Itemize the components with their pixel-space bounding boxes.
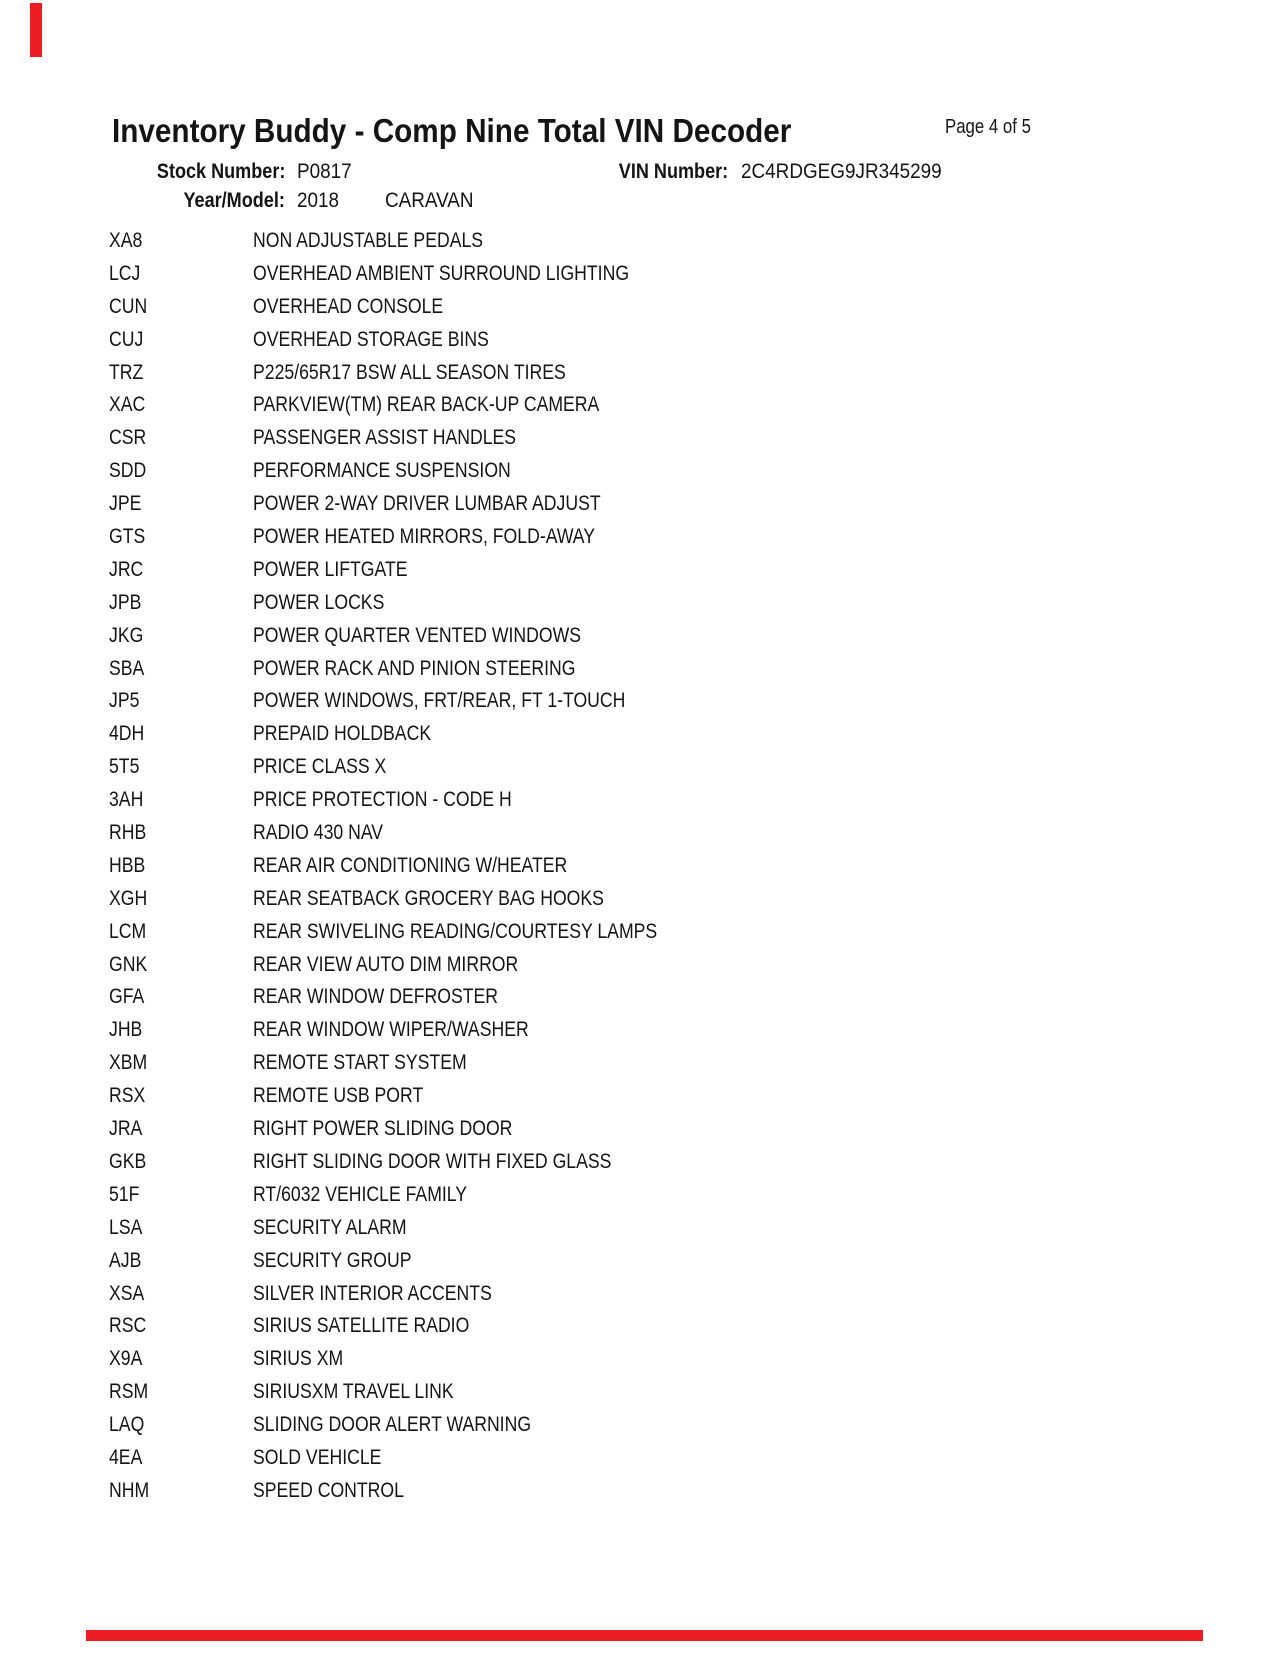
option-row: [0, 1376, 1280, 1409]
option-description: SILVER INTERIOR ACCENTS: [253, 1281, 492, 1305]
option-row: [0, 324, 1280, 357]
option-description: POWER LOCKS: [253, 590, 385, 614]
option-row: [0, 883, 1280, 916]
option-row: [0, 981, 1280, 1014]
option-code: RSM: [109, 1380, 149, 1404]
option-description: SIRIUS SATELLITE RADIO: [253, 1314, 470, 1338]
option-code: CUJ: [109, 327, 144, 351]
option-description: P225/65R17 BSW ALL SEASON TIRES: [253, 360, 566, 384]
option-code: LAQ: [109, 1413, 145, 1437]
option-description: RT/6032 VEHICLE FAMILY: [253, 1182, 468, 1206]
option-row: [0, 850, 1280, 883]
page-indicator-text: Page 4 of 5: [945, 116, 1031, 138]
option-description: REMOTE START SYSTEM: [253, 1051, 467, 1075]
option-row: [0, 422, 1280, 455]
option-description: RIGHT POWER SLIDING DOOR: [253, 1117, 513, 1141]
option-row: [0, 1014, 1280, 1047]
option-code: JP5: [109, 689, 140, 713]
option-row: [0, 1080, 1280, 1113]
option-description: REAR VIEW AUTO DIM MIRROR: [253, 952, 519, 976]
option-description: REAR AIR CONDITIONING W/HEATER: [253, 853, 568, 877]
option-code: AJB: [109, 1248, 142, 1272]
option-description: REAR SEATBACK GROCERY BAG HOOKS: [253, 886, 604, 910]
option-code: JPB: [109, 590, 142, 614]
option-code: 5T5: [109, 755, 140, 779]
option-description: SOLD VEHICLE: [253, 1445, 382, 1469]
red-scan-mark-horizontal: [86, 1630, 1203, 1641]
option-row: [0, 1146, 1280, 1179]
option-description: REAR WINDOW DEFROSTER: [253, 985, 499, 1009]
option-description: SIRIUSXM TRAVEL LINK: [253, 1380, 454, 1404]
option-description: PRICE PROTECTION - CODE H: [253, 788, 512, 812]
option-description: REAR WINDOW WIPER/WASHER: [253, 1018, 529, 1042]
option-code: JPE: [109, 492, 142, 516]
option-row: [0, 1179, 1280, 1212]
option-code: RHB: [109, 821, 147, 845]
option-description: SLIDING DOOR ALERT WARNING: [253, 1413, 532, 1437]
option-description: PRICE CLASS X: [253, 755, 387, 779]
option-code: XAC: [109, 393, 146, 417]
option-description: SECURITY ALARM: [253, 1215, 407, 1239]
option-code: TRZ: [109, 360, 144, 384]
option-description: POWER HEATED MIRRORS, FOLD-AWAY: [253, 525, 596, 549]
option-row: [0, 1409, 1280, 1442]
vin-number-value: 2C4RDGEG9JR345299: [741, 160, 942, 183]
option-code: 4EA: [109, 1445, 143, 1469]
option-description: RIGHT SLIDING DOOR WITH FIXED GLASS: [253, 1149, 612, 1173]
page-title-text: Inventory Buddy - Comp Nine Total VIN Decoder: [112, 112, 792, 149]
option-code: LCJ: [109, 261, 141, 285]
option-row: [0, 554, 1280, 587]
option-row: [0, 751, 1280, 784]
option-row: [0, 357, 1280, 390]
option-code: CSR: [109, 426, 147, 450]
option-row: [0, 389, 1280, 422]
year-model-label: Year/Model:: [183, 189, 285, 212]
option-row: [0, 1245, 1280, 1278]
option-description: POWER QUARTER VENTED WINDOWS: [253, 623, 581, 647]
option-description: PASSENGER ASSIST HANDLES: [253, 426, 517, 450]
option-row: [0, 817, 1280, 850]
option-row: [0, 653, 1280, 686]
option-row: [0, 949, 1280, 982]
option-code: XGH: [109, 886, 148, 910]
option-code: RSX: [109, 1084, 146, 1108]
option-code: SBA: [109, 656, 145, 680]
option-row: [0, 1475, 1280, 1508]
option-row: [0, 620, 1280, 653]
option-code: X9A: [109, 1347, 143, 1371]
option-description: POWER RACK AND PINION STEERING: [253, 656, 576, 680]
option-row: [0, 291, 1280, 324]
option-description: SIRIUS XM: [253, 1347, 344, 1371]
option-row: [0, 916, 1280, 949]
option-row: [0, 587, 1280, 620]
option-row: [0, 1442, 1280, 1475]
option-description: POWER WINDOWS, FRT/REAR, FT 1-TOUCH: [253, 689, 626, 713]
option-row: [0, 1343, 1280, 1376]
option-row: [0, 718, 1280, 751]
page-title: [112, 110, 867, 152]
option-code: CUN: [109, 294, 148, 318]
stock-number-value: P0817: [297, 160, 352, 183]
option-code: NHM: [109, 1478, 150, 1502]
option-description: SPEED CONTROL: [253, 1478, 404, 1502]
option-description: PARKVIEW(TM) REAR BACK-UP CAMERA: [253, 393, 600, 417]
year-value: 2018: [297, 189, 340, 212]
option-code: GFA: [109, 985, 145, 1009]
option-description: POWER 2-WAY DRIVER LUMBAR ADJUST: [253, 492, 601, 516]
page-indicator: [945, 114, 1047, 140]
option-code: JKG: [109, 623, 144, 647]
option-description: POWER LIFTGATE: [253, 557, 408, 581]
option-description: RADIO 430 NAV: [253, 821, 384, 845]
option-code: XSA: [109, 1281, 145, 1305]
option-code: 4DH: [109, 722, 145, 746]
option-row: [0, 685, 1280, 718]
option-row: [0, 488, 1280, 521]
option-description: REAR SWIVELING READING/COURTESY LAMPS: [253, 919, 658, 943]
option-code: GKB: [109, 1149, 147, 1173]
option-row: [0, 784, 1280, 817]
option-row: [0, 521, 1280, 554]
options-list: [0, 225, 1280, 1508]
red-scan-mark-vertical: [30, 3, 42, 57]
option-code: RSC: [109, 1314, 147, 1338]
option-description: PREPAID HOLDBACK: [253, 722, 432, 746]
option-row: [0, 1310, 1280, 1343]
vin-number-label: VIN Number:: [618, 160, 728, 183]
model-value: CARAVAN: [385, 189, 474, 212]
option-code: JRC: [109, 557, 144, 581]
option-code: GNK: [109, 952, 148, 976]
option-row: [0, 258, 1280, 291]
option-row: [0, 1113, 1280, 1146]
option-row: [0, 225, 1280, 258]
option-code: LCM: [109, 919, 147, 943]
option-description: OVERHEAD CONSOLE: [253, 294, 444, 318]
option-description: SECURITY GROUP: [253, 1248, 412, 1272]
option-code: HBB: [109, 853, 146, 877]
option-row: [0, 1047, 1280, 1080]
option-row: [0, 1278, 1280, 1311]
option-code: SDD: [109, 459, 147, 483]
option-code: LSA: [109, 1215, 143, 1239]
option-code: XBM: [109, 1051, 148, 1075]
option-code: GTS: [109, 525, 146, 549]
option-description: OVERHEAD STORAGE BINS: [253, 327, 489, 351]
option-row: [0, 455, 1280, 488]
option-code: 3AH: [109, 788, 144, 812]
option-code: JRA: [109, 1117, 143, 1141]
option-description: NON ADJUSTABLE PEDALS: [253, 229, 484, 252]
option-description: OVERHEAD AMBIENT SURROUND LIGHTING: [253, 261, 630, 285]
option-code: JHB: [109, 1018, 143, 1042]
option-description: PERFORMANCE SUSPENSION: [253, 459, 511, 483]
stock-number-label: Stock Number:: [156, 160, 285, 183]
option-code: 51F: [109, 1182, 140, 1206]
option-row: [0, 1212, 1280, 1245]
option-code: XA8: [109, 229, 143, 252]
option-description: REMOTE USB PORT: [253, 1084, 424, 1108]
